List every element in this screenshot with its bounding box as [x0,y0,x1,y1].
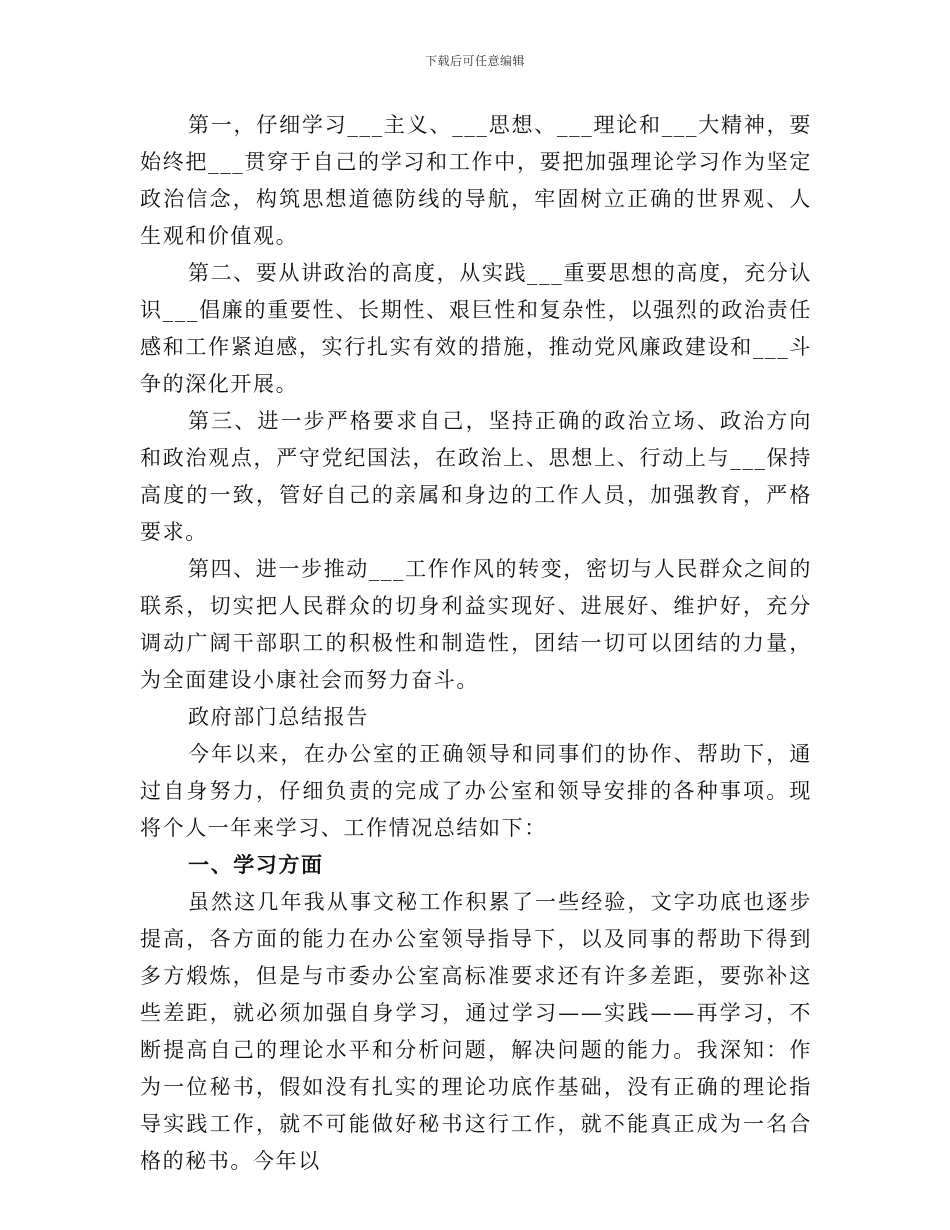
paragraph-2: 第二、要从讲政治的高度，从实践___重要思想的高度，充分认识___倡廉的重要性、长期性、艰巨性和复杂性，以强烈的政治责任感和工作紧迫感，实行扎实有效的措施，推动党风廉政建设和___斗争的深化开展。 [140,261,812,396]
paragraph-4: 第四、进一步推动___工作作风的转变，密切与人民群众之间的联系，切实把人民群众的切身利益实现好、进展好、维护好，充分调动广阔干部职工的积极性和制造性，团结一切可以团结的力量，为全面建设小康社会而努力奋斗。 [140,557,812,692]
header-note: 下载后可任意编辑 [424,54,525,68]
document-body [140,107,812,1180]
report-title: 政府部门总结报告 [188,705,369,729]
paragraph-intro: 今年以来，在办公室的正确领导和同事们的协作、帮助下，通过自身努力，仔细负责的完成了办公室和领导安排的各种事项。现将个人一年来学习、工作情况总结如下： [140,742,812,840]
section-heading-study: 一、学习方面 [188,853,324,877]
paragraph-1: 第一，仔细学习___主义、___思想、___理论和___大精神，要始终把___贯穿于自己的学习和工作中，要把加强理论学习作为坚定政治信念，构筑思想道德防线的导航，牢固树立正确的世界观、人生观和价值观。 [140,113,812,248]
paragraph-study: 虽然这几年我从事文秘工作积累了一些经验，文字功底也逐步提高，各方面的能力在办公室领导指导下，以及同事的帮助下得到多方煅炼，但是与市委办公室高标准要求还有许多差距，要弥补这些差距，就必须加强自身学习，通过学习——实践——再学习，不断提高自己的理论水平和分析问题，解决问题的能力。我深知：作为一位秘书，假如没有扎实的理论功底作基础，没有正确的理论指导实践工作，就不可能做好秘书这行工作，就不能真正成为一名合格的秘书。今年以 [140,890,812,1173]
paragraph-3: 第三、进一步严格要求自己，坚持正确的政治立场、政治方向和政治观点，严守党纪国法，在政治上、思想上、行动上与___保持高度的一致，管好自己的亲属和身边的工作人员，加强教育，严格要求。 [140,409,812,544]
